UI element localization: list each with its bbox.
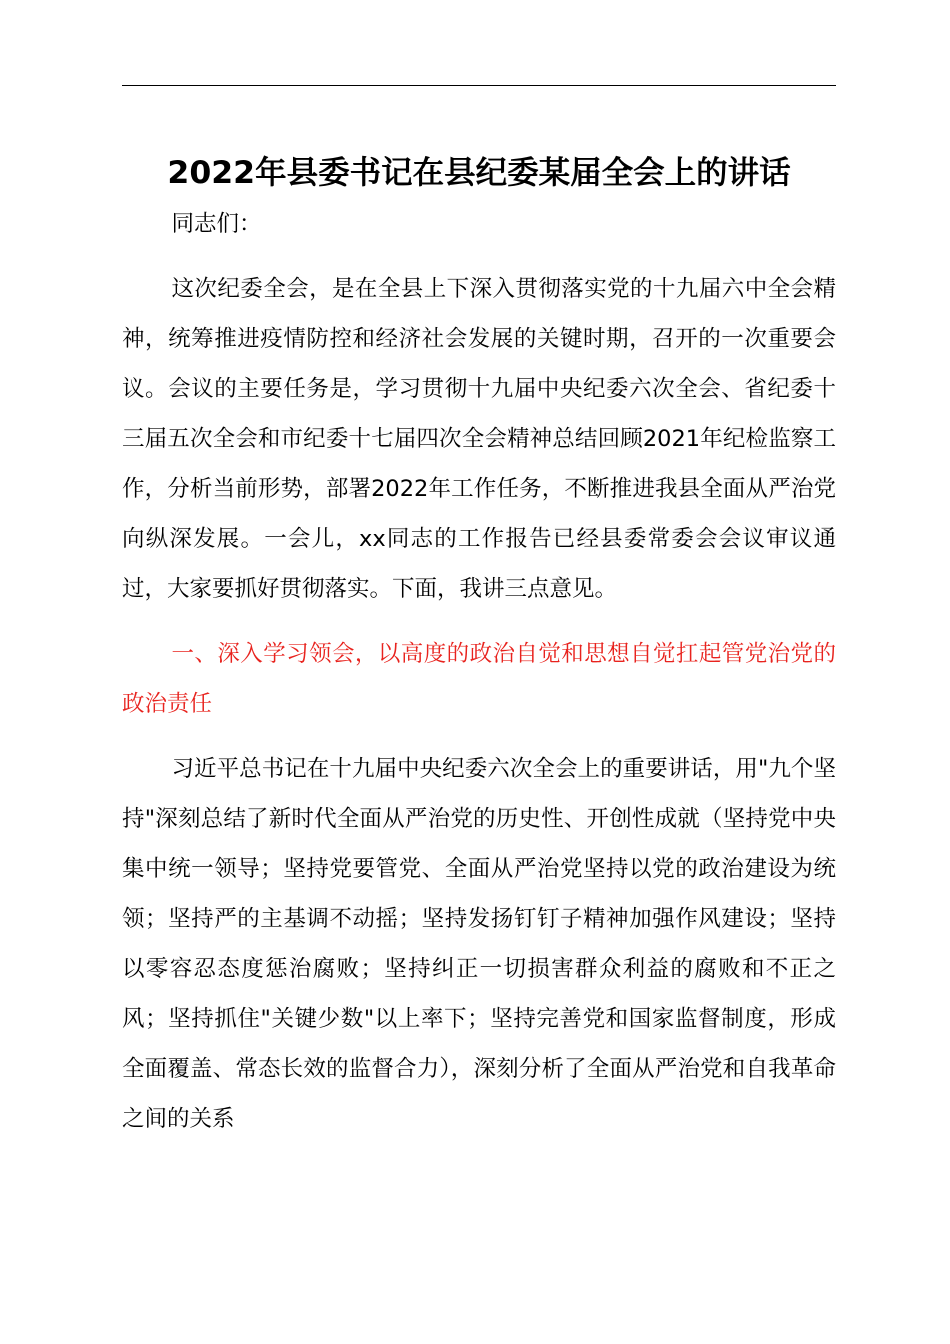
section-heading-1: 一、深入学习领会，以高度的政治自觉和思想自觉扛起管党治党的政治责任 [122, 641, 836, 717]
paragraph-section1: 习近平总书记在十九届中央纪委六次全会上的重要讲话，用"九个坚持"深刻总结了新时代全面从严治党的历史性、开创性成就（坚持党中央集中统一领导；坚持党要管党、全面从严治党坚持以党的政治建设为统领；坚持严的主基调不动摇；坚持发扬钉钉子精神加强作风建设；坚持以零容忍态度惩治腐败；坚持纠正一切损害群众利益的腐败和不正之风；坚持抓住"关键少数"以上率下；坚持完善党和国家监督制度，形成全面覆盖、常态长效的监督合力），深刻分析了全面从严治党和自我革命之间的关系 [122, 756, 836, 1132]
greeting: 同志们： [171, 211, 262, 237]
header-rule [122, 85, 836, 86]
paragraph-intro: 这次纪委全会，是在全县上下深入贯彻落实党的十九届六中全会精神，统筹推进疫情防控和经济社会发展的关键时期，召开的一次重要会议。会议的主要任务是，学习贯彻十九届中央纪委六次全会、省纪委十三届五次全会和市纪委十七届四次全会精神总结回顾2021年纪检监察工作，分析当前形势，部署2022年工作任务，不断推进我县全面从严治党向纵深发展。一会儿，xx同志的工作报告已经县委常委会会议审议通过，大家要抓好贯彻落实。下面，我讲三点意见。 [122, 276, 836, 602]
document-title: 2022年县委书记在县纪委某届全会上的讲话 [167, 155, 791, 191]
document-body [122, 199, 836, 1159]
